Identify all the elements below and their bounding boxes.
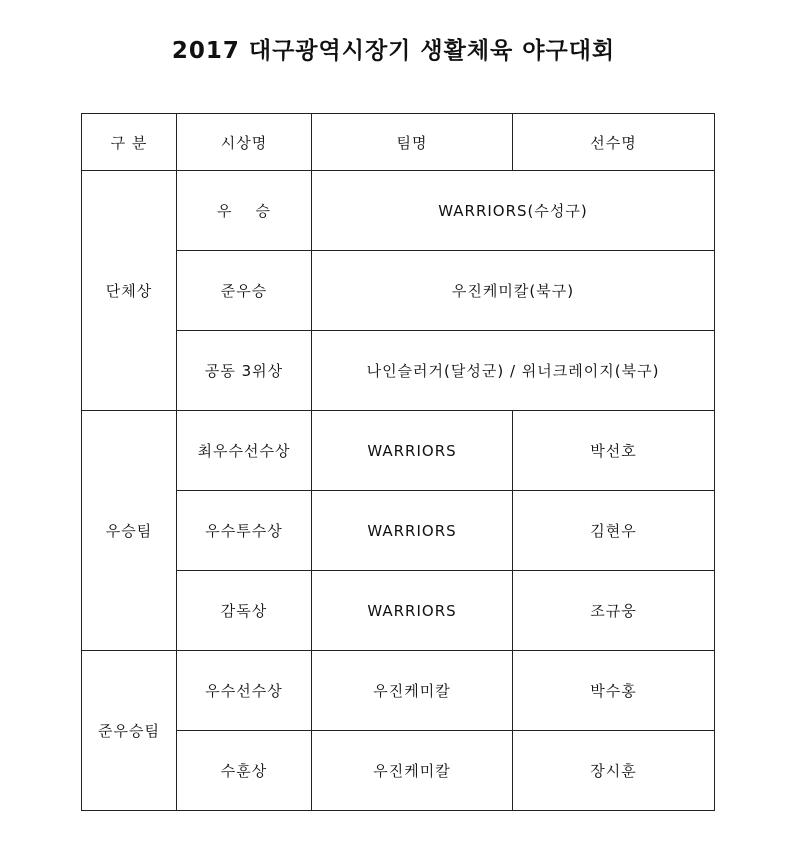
table-row — [82, 491, 715, 571]
team-cell: WARRIORS(수성구) — [312, 171, 715, 251]
category-cell: 단체상 — [82, 171, 177, 411]
table-row — [82, 171, 715, 251]
player-cell: 조규웅 — [513, 571, 715, 651]
award-cell: 우 승 — [177, 171, 312, 251]
award-cell: 우수선수상 — [177, 651, 312, 731]
table-row — [82, 651, 715, 731]
award-cell: 공동 3위상 — [177, 331, 312, 411]
header-player: 선수명 — [513, 114, 715, 171]
player-cell: 김현우 — [513, 491, 715, 571]
awards-table — [81, 113, 715, 811]
award-cell: 최우수선수상 — [177, 411, 312, 491]
table-row — [82, 331, 715, 411]
team-cell: WARRIORS — [312, 491, 513, 571]
team-cell: 우진케미칼(북구) — [312, 251, 715, 331]
award-cell: 우수투수상 — [177, 491, 312, 571]
player-cell: 박수홍 — [513, 651, 715, 731]
page-title: 2017 대구광역시장기 생활체육 야구대회 — [171, 38, 616, 64]
award-cell: 감독상 — [177, 571, 312, 651]
player-cell: 장시훈 — [513, 731, 715, 811]
header-award: 시상명 — [177, 114, 312, 171]
header-team: 팀명 — [312, 114, 513, 171]
table-row — [82, 251, 715, 331]
table-row — [82, 731, 715, 811]
player-cell: 박선호 — [513, 411, 715, 491]
team-cell: 우진케미칼 — [312, 731, 513, 811]
table-header-row — [82, 114, 715, 171]
award-cell: 준우승 — [177, 251, 312, 331]
team-cell: WARRIORS — [312, 571, 513, 651]
header-category: 구 분 — [82, 114, 177, 171]
team-cell: 나인슬러거(달성군) / 위너크레이지(북구) — [312, 331, 715, 411]
category-cell: 우승팀 — [82, 411, 177, 651]
award-cell: 수훈상 — [177, 731, 312, 811]
team-cell: WARRIORS — [312, 411, 513, 491]
table-row — [82, 411, 715, 491]
table-row — [82, 571, 715, 651]
category-cell: 준우승팀 — [82, 651, 177, 811]
team-cell: 우진케미칼 — [312, 651, 513, 731]
